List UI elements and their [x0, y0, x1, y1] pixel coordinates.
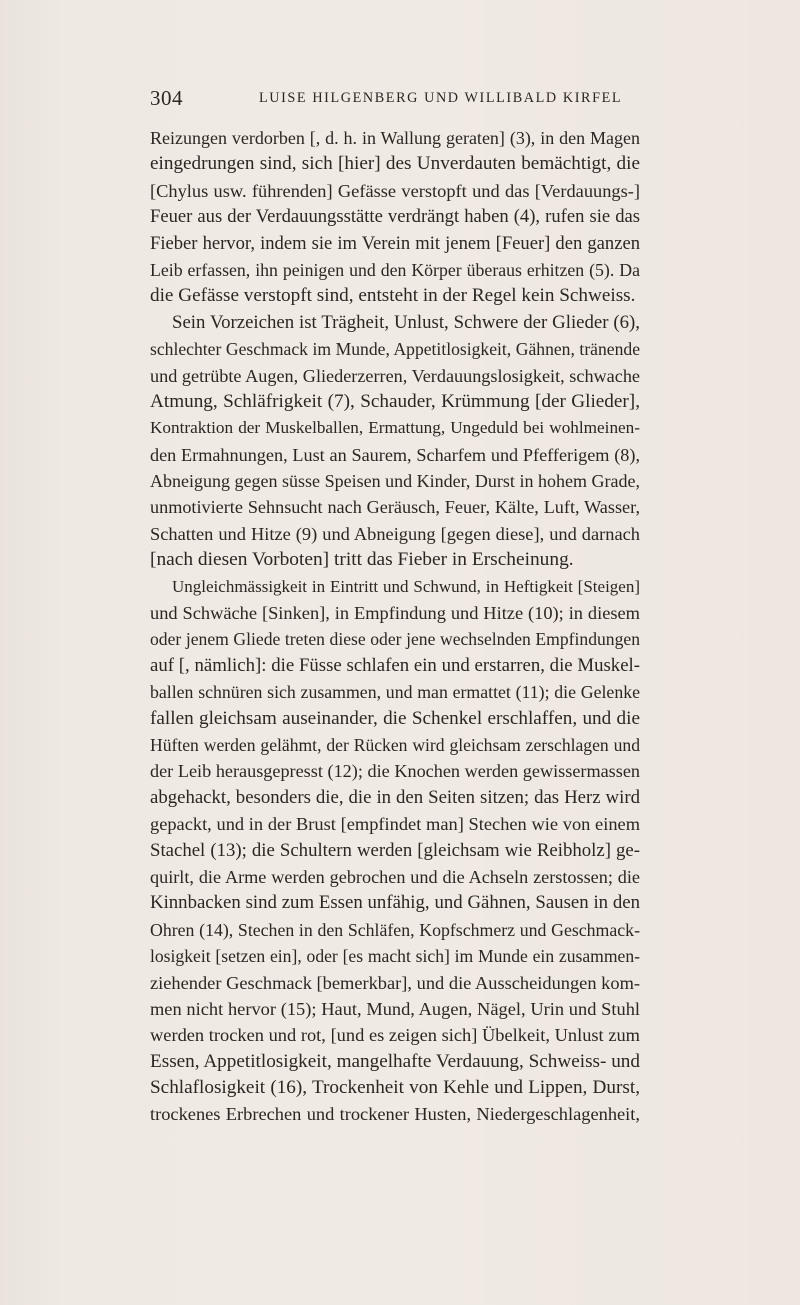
text-line: Stachel (13); die Schultern werden [gleichsam wie Reibholz] ge-	[150, 839, 640, 861]
running-head: LUISE HILGENBERG UND WILLIBALD KIRFEL	[259, 90, 623, 106]
page-header	[150, 86, 640, 110]
text-line: und Schwäche [Sinken], in Empfindung und Hitze (10); in diesem	[150, 603, 640, 624]
text-line: Fieber hervor, indem sie im Verein mit jenem [Feuer] den ganzen	[150, 232, 640, 254]
text-line: Kinnbacken sind zum Essen unfähig, und Gähnen, Sausen in den	[150, 892, 640, 914]
text-line: Atmung, Schläfrigkeit (7), Schauder, Krümmung [der Glieder],	[150, 390, 640, 412]
text-line: men nicht hervor (15); Haut, Mund, Augen, Nägel, Urin und Stuhl	[150, 998, 640, 1019]
text-line: Feuer aus der Verdauungsstätte verdrängt haben (4), rufen sie das	[150, 206, 640, 228]
text-line: und getrübte Augen, Gliederzerren, Verdauungslosigkeit, schwache	[150, 365, 640, 386]
text-line: Hüften werden gelähmt, der Rücken wird gleichsam zerschlagen und	[150, 734, 640, 755]
text-line: Schatten und Hitze (9) und Abneigung [gegen diese], und darnach	[150, 523, 640, 544]
text-line: oder jenem Gliede treten diese oder jene wechselnden Empfindungen	[150, 629, 640, 650]
text-line: Kontraktion der Muskelballen, Ermattung, Ungeduld bei wohlmeinen-	[150, 418, 640, 438]
text-line: Schlaflosigkeit (16), Trockenheit von Kehle und Lippen, Durst,	[150, 1077, 640, 1099]
text-line: trockenes Erbrechen und trockener Husten, Niedergeschlagenheit,	[150, 1104, 640, 1125]
text-line: ziehender Geschmack [bemerkbar], und die Ausscheidungen kom-	[150, 972, 640, 993]
text-line: gepackt, und in der Brust [empfindet man] Stechen wie von einem	[150, 814, 640, 835]
text-line: auf [, nämlich]: die Füsse schlafen ein und erstarren, die Muskel-	[150, 654, 640, 676]
text-line: [Chylus usw. führenden] Gefässe verstopft und das [Verdauungs-]	[150, 180, 640, 201]
text-line: Essen, Appetitlosigkeit, mangelhafte Verdauung, Schweiss- und	[150, 1050, 640, 1072]
text-line: Reizungen verdorben [, d. h. in Wallung geraten] (3), in den Magen	[150, 128, 640, 148]
text-line: Abneigung gegen süsse Speisen und Kinder, Durst in hohem Grade,	[150, 471, 640, 492]
text-line: abgehackt, besonders die, die in den Seiten sitzen; das Herz wird	[150, 786, 640, 808]
text-line: unmotivierte Sehnsucht nach Geräusch, Feuer, Kälte, Luft, Wasser,	[150, 497, 640, 518]
paragraph-first-line: Sein Vorzeichen ist Trägheit, Unlust, Schwere der Glieder (6),	[172, 311, 640, 333]
text-line: eingedrungen sind, sich [hier] des Unverdauten bemächtigt, die	[150, 153, 640, 175]
text-line: den Ermahnungen, Lust an Saurem, Scharfem und Pfefferigem (8),	[150, 444, 640, 465]
paragraph-last-line: [nach diesen Vorboten] tritt das Fieber in Erscheinung.	[150, 549, 574, 571]
paragraph-last-line: die Gefässe verstopft sind, entsteht in der Regel kein Schweiss.	[150, 285, 636, 307]
text-line: Ohren (14), Stechen in den Schläfen, Kopfschmerz und Geschmack-	[150, 919, 640, 940]
text-line: Leib erfassen, ihn peinigen und den Körper überaus erhitzen (5). Da	[150, 259, 640, 280]
page-number: 304	[150, 86, 183, 110]
text-line: ballen schnüren sich zusammen, und man ermattet (11); die Gelenke	[150, 682, 640, 703]
body-text	[150, 125, 640, 1128]
text-line: schlechter Geschmack im Munde, Appetitlosigkeit, Gähnen, tränende	[150, 339, 640, 360]
text-line: werden trocken und rot, [und es zeigen sich] Übelkeit, Unlust zum	[150, 1025, 640, 1046]
text-line: losigkeit [setzen ein], oder [es macht sich] im Munde ein zusammen-	[150, 946, 640, 967]
text-line: fallen gleichsam auseinander, die Schenkel erschlaffen, und die	[150, 707, 640, 729]
paragraph-first-line: Ungleichmässigkeit in Eintritt und Schwund, in Heftigkeit [Steigen]	[172, 576, 640, 596]
text-line: der Leib herausgepresst (12); die Knochen werden gewissermassen	[150, 761, 640, 782]
text-line: quirlt, die Arme werden gebrochen und die Achseln zerstossen; die	[150, 866, 640, 887]
